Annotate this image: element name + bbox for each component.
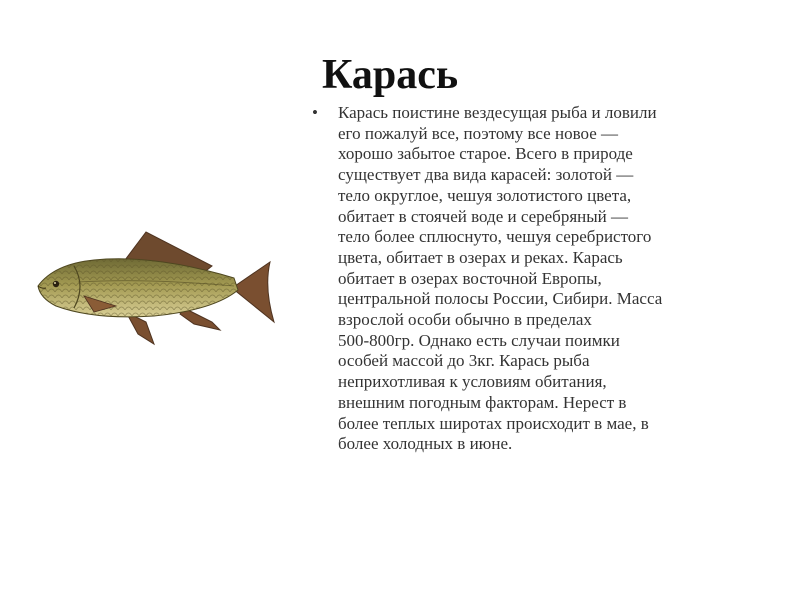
tail-fin [232,262,274,322]
body-text: Карась поистине вездесущая рыба и ловили его пожалуй все, поэтому все новое — хорошо забытое старое. Всего в природе существует два вида карасей: золотой — тело округлое, чешуя золотистого цвета, обитает в стоячей воде и серебряный — тело более сплюснуто, чешуя серебристого цвета, обитает в озерах и реках. Карась обитает в озерах восточной Европы, центральной полосы России, Сибири. Масса взрослой особи обычно в пределах 500-800гр. Однако есть случаи поимки особей массой до 3кг. Карась рыба неприхотливая к условиям обитания, внешним погодным факторам. Нерест в более теплых широтах происходит в мае, в более холодных в июне. [338,103,663,454]
bullet-list [312,103,772,455]
fish-eye [53,281,59,287]
slide-title: Карась [322,52,459,98]
bullet-item [312,103,772,455]
crucian-carp-illustration [34,226,280,350]
bullet-icon: • [312,103,318,122]
